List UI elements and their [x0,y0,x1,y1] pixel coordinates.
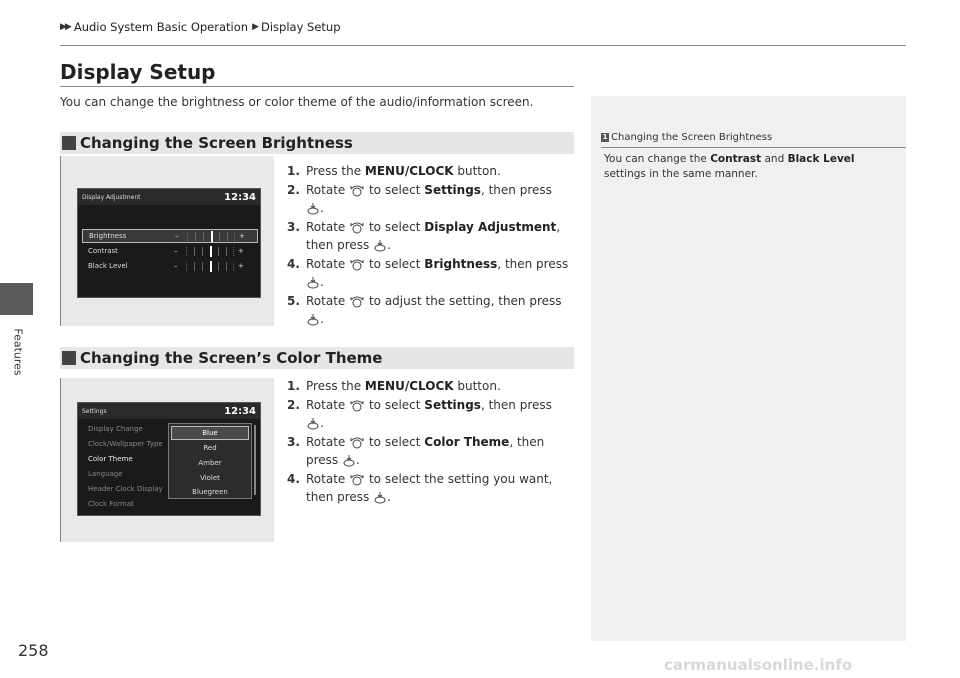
brightness-steps [287,162,572,329]
knob-press-icon [306,276,320,290]
breadcrumb-arrow-icon: ▶▶ [60,22,70,32]
brightness-screen-image [60,156,274,326]
note-heading[interactable] [601,132,772,143]
page-number: 258 [18,641,49,660]
color-theme-screen-image [60,378,274,542]
knob-press-icon [373,491,387,505]
screen-scrollbar [254,425,256,495]
popup-option-selected: Blue [171,426,249,440]
knob-press-icon [306,313,320,327]
screen-menu-item-selected: Color Theme [88,455,133,463]
knob-rotate-icon [349,399,365,413]
knob-rotate-icon [349,436,365,450]
knob-rotate-icon [349,184,365,198]
note-divider [601,147,906,148]
breadcrumb-item-1[interactable]: Audio System Basic Operation [73,20,249,34]
screen-title: Display Adjustment [82,193,141,201]
popup-option: Amber [198,459,222,467]
popup-option: Red [203,444,217,452]
screen-row-brightness: Brightness – + [82,229,258,243]
color-theme-steps [287,377,572,507]
title-divider [60,86,574,87]
popup-option: Bluegreen [192,488,228,496]
knob-press-icon [342,454,356,468]
screen-header [78,403,260,419]
note-heading-text: Changing the Screen Brightness [611,132,773,143]
note-reference-icon: 1 [602,133,608,141]
step-item: 3. Rotate to select Display Adjustment, then press . [287,220,561,252]
display-adjustment-screen [77,188,261,298]
popup-option: Violet [200,474,220,482]
section-header-brightness [60,132,574,154]
screen-row-black-level: Black Level – + [88,262,244,270]
screen-menu-item: Clock/Wallpaper Type [88,440,163,448]
knob-press-icon [373,239,387,253]
section-title: Changing the Screen’s Color Theme [80,349,383,367]
screen-clock: 12:34 [224,405,256,417]
step-item: 2. Rotate to select Settings, then press . [287,183,552,215]
screen-menu-item: Header Clock Display [88,485,163,493]
step-item: 1. Press the MENU/CLOCK button. [287,379,501,393]
settings-screen [77,402,261,516]
note-body: You can change the Contrast and Black Level settings in the same manner. [604,153,855,180]
step-item: 4. Rotate to select the setting you want, then press . [287,472,553,504]
watermark-url: carmanualsonline.info [664,656,853,674]
screen-header [78,189,260,205]
knob-press-icon [306,202,320,216]
step-item: 1. Press the MENU/CLOCK button. [287,164,501,178]
square-bullet-icon [62,351,76,365]
breadcrumb [60,20,341,34]
side-note-panel [591,96,906,641]
screen-menu-item: Clock Format [88,500,134,508]
page-title: Display Setup [60,60,216,84]
square-bullet-icon [62,136,76,150]
breadcrumb-item-2[interactable]: Display Setup [260,20,341,34]
chapter-label: Features [11,328,25,376]
intro-text: You can change the brightness or color theme of the audio/information screen. [60,95,534,109]
knob-rotate-icon [349,258,365,272]
knob-rotate-icon [349,473,365,487]
section-header-color-theme [60,347,574,369]
step-item: 3. Rotate to select Color Theme, then press . [287,435,545,467]
screen-title: Settings [82,407,107,415]
screen-clock: 12:34 [224,191,256,203]
color-options-popup [168,423,252,499]
step-item: 5. Rotate to adjust the setting, then press . [287,294,562,326]
screen-menu-item: Display Change [88,425,143,433]
breadcrumb-arrow-icon: ▶ [252,22,257,32]
section-title: Changing the Screen Brightness [80,134,353,152]
step-item: 4. Rotate to select Brightness, then press . [287,257,569,289]
knob-rotate-icon [349,295,365,309]
screen-menu-item: Language [88,470,123,478]
knob-press-icon [306,417,320,431]
step-item: 2. Rotate to select Settings, then press . [287,398,552,430]
knob-rotate-icon [349,221,365,235]
screen-row-contrast: Contrast – + [88,247,244,255]
chapter-tab [0,283,33,315]
header-divider [60,45,906,46]
